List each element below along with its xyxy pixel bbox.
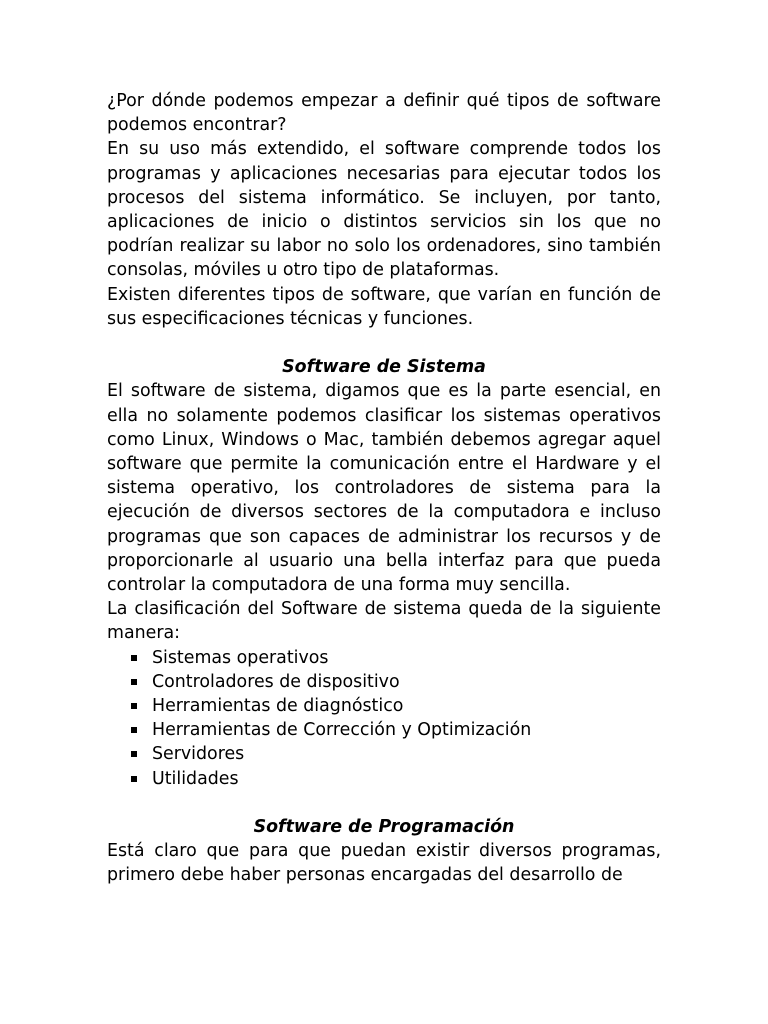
classification-intro: La clasificación del Software de sistema queda de la siguiente manera:: [107, 599, 661, 644]
system-software-paragraph: El software de sistema, digamos que es la parte esencial, en ella no solamente podemos clasificar los sistemas operativos como Linux, Windows o Mac, también debemos agregar aquel software que permite la comunicación entre el Hardware y el sistema operativo, los controladores de sistema para la ejecución de diversos sectores de la computadora e incluso programas que son capaces de administrar los recursos y de proporcionarle al usuario una bella interfaz para que pueda controlar la computadora de una forma muy sencilla.: [107, 381, 661, 596]
intro-types-paragraph: Existen diferentes tipos de software, que varían en función de sus especificaciones técnicas y funciones.: [107, 284, 661, 329]
square-bullet-icon: [131, 751, 137, 757]
list-item-text: Utilidades: [152, 768, 239, 789]
intro-paragraph: En su uso más extendido, el software comprende todos los programas y aplicaciones necesarias para ejecutar todos los procesos del sistema informático. Se incluyen, por tanto, aplicaciones de inicio o distintos servicios sin los que no podrían realizar su labor no solo los ordenadores, sino también consolas, móviles u otro tipo de plataformas.: [107, 139, 661, 281]
list-item: [131, 742, 661, 766]
system-software-heading: Software de Sistema: [282, 357, 486, 378]
list-item-text: Herramientas de Corrección y Optimización: [152, 720, 532, 741]
blank-line: [107, 791, 661, 815]
list-item: [131, 646, 661, 670]
intro-question: ¿Por dónde podemos empezar a definir qué tipos de software podemos encontrar?: [107, 91, 661, 136]
square-bullet-icon: [131, 703, 137, 709]
programming-software-heading: Software de Programación: [253, 817, 515, 838]
square-bullet-icon: [131, 776, 137, 782]
programming-software-paragraph: Está claro que para que puedan existir diversos programas, primero debe haber personas encargadas del desarrollo de: [107, 841, 661, 886]
square-bullet-icon: [131, 727, 137, 733]
list-item-text: Servidores: [152, 744, 245, 765]
list-item-text: Sistemas operativos: [152, 647, 329, 668]
document-page: [107, 89, 661, 888]
list-item: [131, 670, 661, 694]
list-item: [131, 694, 661, 718]
square-bullet-icon: [131, 655, 137, 661]
list-item: [131, 767, 661, 791]
classification-list: [107, 646, 661, 791]
list-item-text: Controladores de dispositivo: [152, 671, 400, 692]
list-item-text: Herramientas de diagnóstico: [152, 696, 404, 717]
list-item: [131, 718, 661, 742]
blank-line: [107, 331, 661, 355]
square-bullet-icon: [131, 679, 137, 685]
